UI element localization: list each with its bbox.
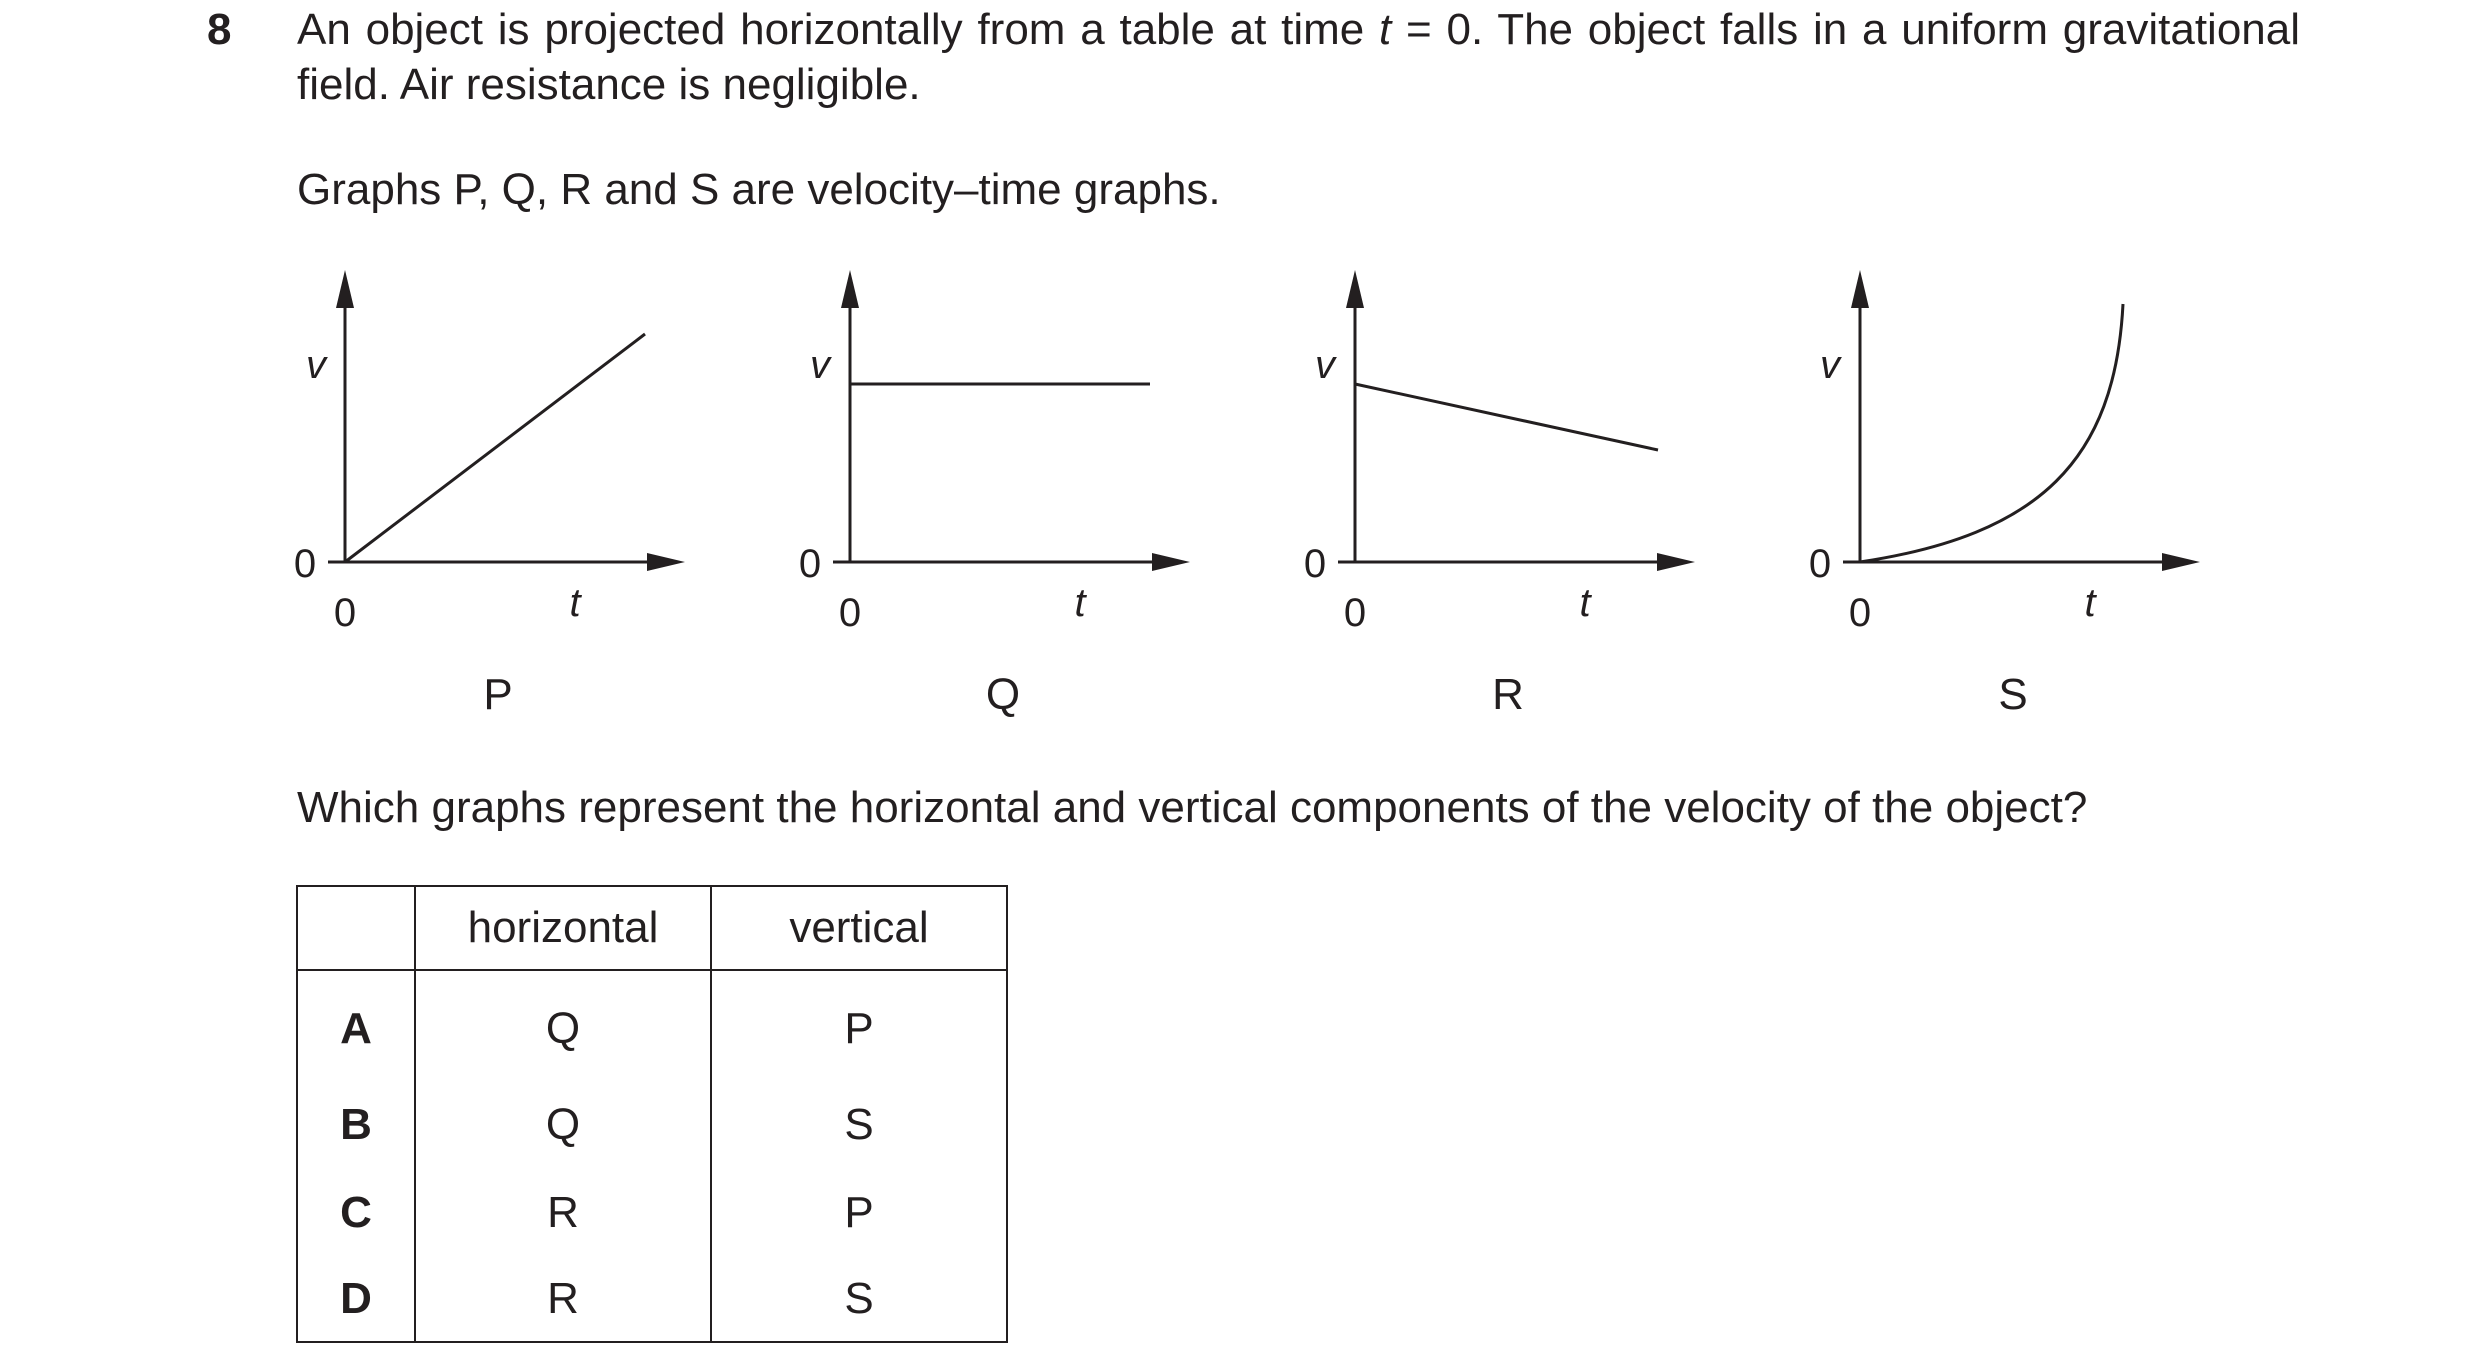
question-number: 8 xyxy=(207,5,232,54)
graph-s-curve xyxy=(1860,304,2123,562)
graph-r-line xyxy=(1355,384,1658,450)
answer-table-header-horizontal: horizontal xyxy=(415,886,711,970)
stem-variable-t: t xyxy=(1379,5,1392,54)
graph-q-origin-x: 0 xyxy=(838,591,862,635)
graph-s-y-arrow-icon xyxy=(1851,270,1869,308)
graph-q-origin-y: 0 xyxy=(798,542,822,586)
option-key: A xyxy=(297,970,415,1081)
answer-table-header xyxy=(297,886,1007,970)
graph-q-y-arrow-icon xyxy=(841,270,859,308)
graph-s xyxy=(1809,270,2200,719)
option-vertical: P xyxy=(711,1169,1007,1257)
graph-r-x-arrow-icon xyxy=(1657,553,1695,571)
graph-r-y-label: v xyxy=(1315,343,1335,387)
stem-text-1: An object is projected horizontally from a table at time xyxy=(297,5,1380,54)
answer-option-c[interactable] xyxy=(297,1169,1007,1257)
answer-table-header-vertical: vertical xyxy=(711,886,1007,970)
graph-q xyxy=(799,270,1190,719)
graph-p-label: P xyxy=(483,670,513,719)
graph-p-line xyxy=(345,334,645,562)
graph-s-label: S xyxy=(1998,670,2028,719)
graph-q-label: Q xyxy=(985,670,1021,719)
option-vertical: P xyxy=(711,970,1007,1081)
graph-q-x-arrow-icon xyxy=(1152,553,1190,571)
graph-r-origin-x: 0 xyxy=(1343,591,1367,635)
graph-p-y-arrow-icon xyxy=(336,270,354,308)
option-key: B xyxy=(297,1081,415,1169)
graph-p-origin-x: 0 xyxy=(333,591,357,635)
option-horizontal: Q xyxy=(415,970,711,1081)
stem-text-2: = 0. The object falls in a uniform gravitational field. Air resistance is negligible. xyxy=(297,5,2301,109)
graph-r-label: R xyxy=(1492,670,1524,719)
graph-s-x-arrow-icon xyxy=(2162,553,2200,571)
graph-p-x-label: t xyxy=(569,581,581,625)
graph-r-origin-y: 0 xyxy=(1303,542,1327,586)
graph-s-origin-x: 0 xyxy=(1848,591,1872,635)
answer-table-header-blank xyxy=(297,886,415,970)
graph-p-x-arrow-icon xyxy=(647,553,685,571)
option-horizontal: Q xyxy=(415,1081,711,1169)
graph-p-y-label: v xyxy=(306,343,326,387)
graph-r-y-arrow-icon xyxy=(1346,270,1364,308)
graphs-intro: Graphs P, Q, R and S are velocity–time graphs. xyxy=(297,165,1221,214)
option-horizontal: R xyxy=(415,1169,711,1257)
graph-q-x-label: t xyxy=(1074,581,1086,625)
option-vertical: S xyxy=(711,1257,1007,1342)
graph-q-y-label: v xyxy=(810,343,830,387)
graph-r-x-label: t xyxy=(1579,581,1591,625)
question-prompt: Which graphs represent the horizontal and vertical components of the velocity of the object? xyxy=(297,783,2088,832)
answer-table xyxy=(296,885,1008,1343)
option-vertical: S xyxy=(711,1081,1007,1169)
graph-r xyxy=(1304,270,1695,719)
option-key: D xyxy=(297,1257,415,1342)
graph-s-y-label: v xyxy=(1820,343,1840,387)
graph-s-origin-y: 0 xyxy=(1808,542,1832,586)
graph-p-origin-y: 0 xyxy=(293,542,317,586)
graph-s-x-label: t xyxy=(2084,581,2096,625)
answer-option-b[interactable] xyxy=(297,1081,1007,1169)
answer-option-a[interactable] xyxy=(297,970,1007,1081)
graph-p xyxy=(294,270,685,719)
option-horizontal: R xyxy=(415,1257,711,1342)
answer-option-d[interactable] xyxy=(297,1257,1007,1342)
option-key: C xyxy=(297,1169,415,1257)
